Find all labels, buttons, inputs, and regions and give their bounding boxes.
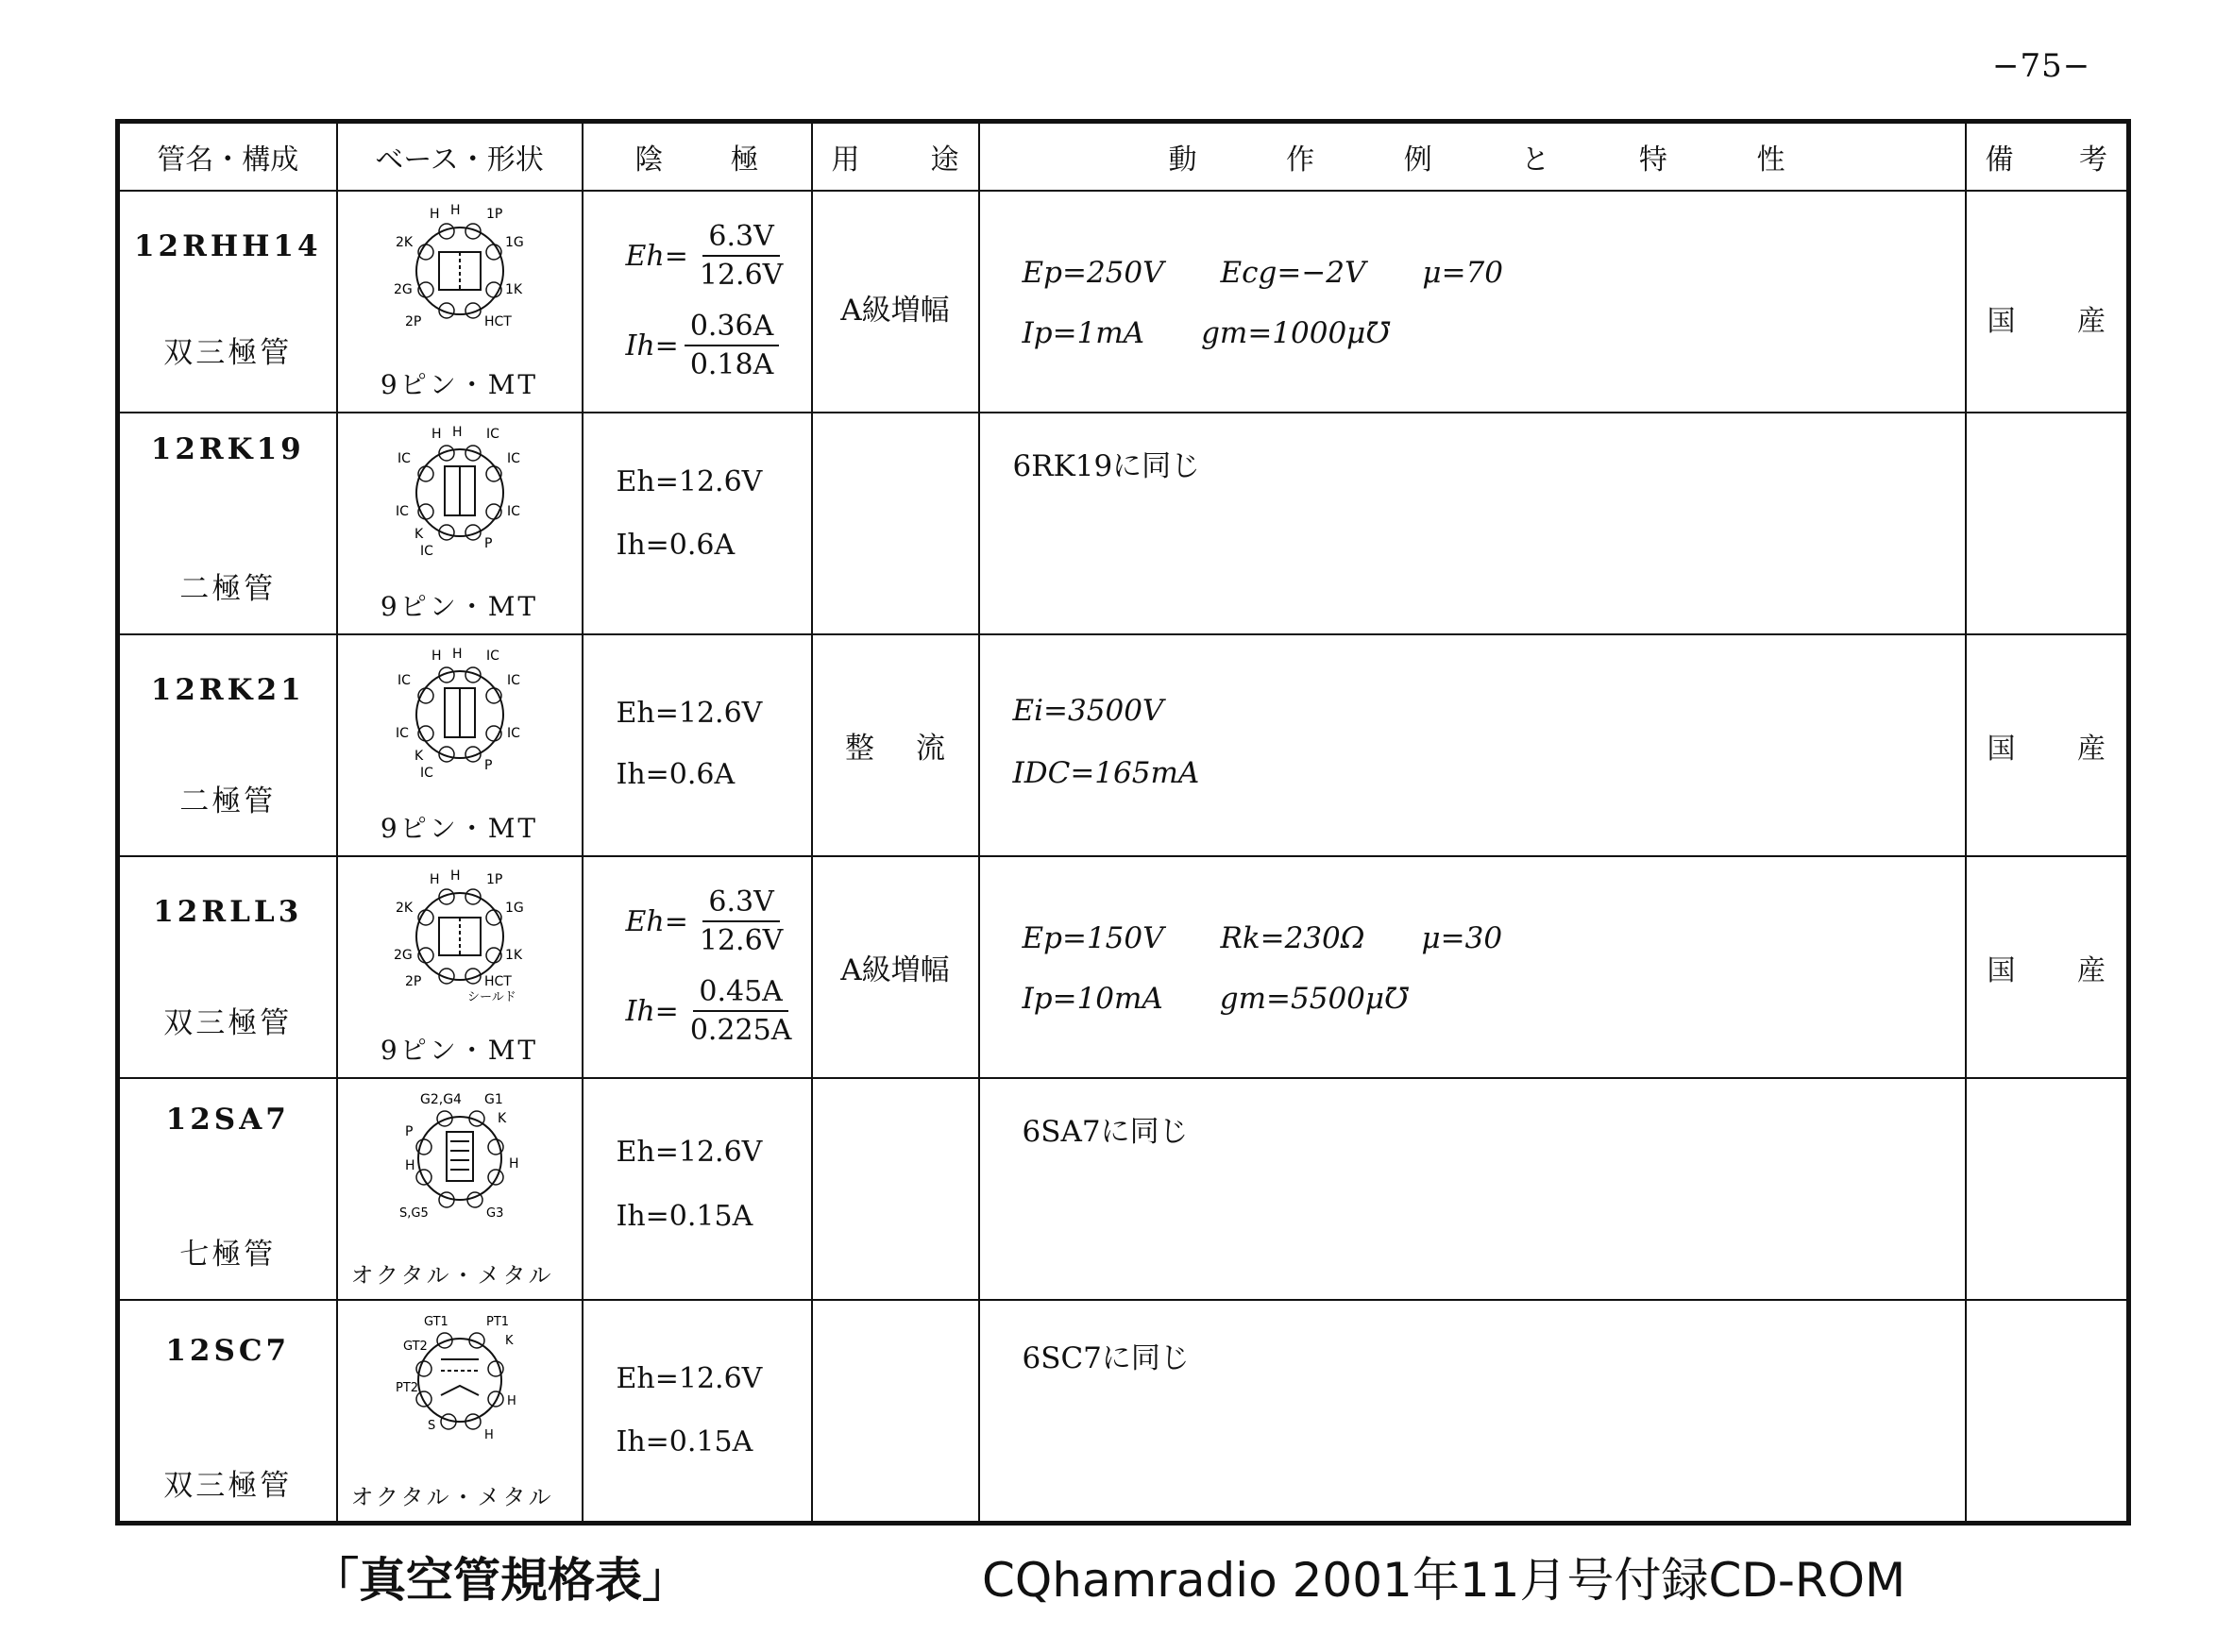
cathode-cell — [583, 413, 812, 634]
header-operation: 動 作 例 と 特 性 — [979, 122, 1966, 192]
pin-label: IC — [506, 726, 520, 741]
header-remarks: 備 考 — [1966, 122, 2129, 192]
remark-text — [1967, 413, 2127, 633]
heater-voltage: Eh=12.6V — [616, 697, 763, 730]
base-cell — [337, 634, 583, 856]
table-row — [118, 856, 2129, 1078]
pin-label: H — [508, 1156, 519, 1172]
use-cell — [812, 1078, 979, 1300]
remark-text — [1967, 1079, 2127, 1299]
pin-label: IC — [485, 427, 499, 442]
remark-cell — [1966, 191, 2129, 413]
use-text — [813, 1301, 978, 1521]
operation-line: Ei=3500V — [1012, 694, 1164, 728]
pin-label: GT2 — [402, 1340, 428, 1354]
tube-type: 七極管 — [179, 1238, 277, 1272]
base-type: 9ピン・MT — [380, 369, 539, 400]
tube-code: 12SA7 — [165, 1103, 290, 1137]
pin-label: 2P — [404, 314, 421, 329]
pin-label: IC — [397, 451, 411, 466]
base-cell — [337, 191, 583, 413]
operation-cell — [979, 1078, 1966, 1300]
use-cell — [812, 191, 979, 413]
heater-voltage: Eh= $\frac{6.3V}{12.6V}$ — [625, 885, 784, 957]
operation-cell — [979, 1300, 1966, 1524]
use-text — [813, 413, 978, 633]
pin-label: 2P — [404, 974, 421, 989]
name-cell — [118, 856, 337, 1078]
pin-label: S,G5 — [398, 1206, 429, 1221]
heater-current: Ih=0.15A — [616, 1425, 753, 1458]
use-cell — [812, 1300, 979, 1524]
use-cell — [812, 856, 979, 1078]
pin-label: P — [483, 758, 492, 773]
operation-line: Ep=150V Rk=230Ω μ=30 — [1022, 921, 1503, 955]
heater-current: Ih=0.6A — [616, 758, 736, 791]
tube-type: 二極管 — [179, 784, 277, 818]
base-cell — [337, 1078, 583, 1300]
name-cell — [118, 191, 337, 413]
pin-label: 2G — [393, 948, 413, 963]
base-type: 9ピン・MT — [380, 1035, 539, 1066]
remark-cell — [1966, 856, 2129, 1078]
pin-label: H — [429, 207, 440, 222]
footer-source: CQhamradio 2001年11月号付録CD-ROM — [982, 1553, 1906, 1608]
tube-code: 12SC7 — [165, 1334, 291, 1368]
pin-label: HCT — [483, 974, 512, 989]
pin-label: G3 — [485, 1206, 503, 1221]
use-cell — [812, 413, 979, 634]
base-type: 9ピン・MT — [380, 591, 539, 622]
tube-code: 12RLL3 — [153, 895, 303, 929]
pin-label: シールド — [466, 990, 516, 1004]
name-cell — [118, 413, 337, 634]
pin-label: H — [506, 1394, 516, 1408]
operation-line: IDC=165mA — [1012, 756, 1200, 790]
pin-label: H — [431, 649, 442, 664]
use-text: A級増幅 — [840, 953, 950, 987]
tube-type: 双三極管 — [163, 1006, 293, 1040]
tube-type: 双三極管 — [163, 336, 293, 370]
table-row — [118, 413, 2129, 634]
operation-line: Ip=10mA gm=5500μ℧ — [1022, 982, 1409, 1016]
pin-label: K — [414, 749, 423, 764]
pin-label: IC — [395, 726, 409, 741]
heater-voltage: Eh=12.6V — [616, 1136, 763, 1169]
heater-voltage: Eh=12.6V — [616, 465, 763, 498]
header-base: ベース・形状 — [337, 122, 583, 192]
heater-voltage: Eh=12.6V — [616, 1362, 763, 1395]
use-text: A級増幅 — [840, 294, 950, 328]
remark-text — [1967, 1301, 2127, 1521]
pin-label: G1 — [483, 1092, 503, 1107]
base-cell — [337, 413, 583, 634]
pin-label: H — [404, 1158, 415, 1173]
pin-label: PT2 — [395, 1381, 418, 1395]
pin-label: K — [497, 1111, 506, 1126]
header-use: 用 途 — [812, 122, 979, 192]
table-row — [118, 634, 2129, 856]
pin-label: IC — [506, 451, 520, 466]
base-diagram-icon — [392, 1312, 528, 1448]
name-cell — [118, 1300, 337, 1524]
footer-title: 「真空管規格表」 — [312, 1553, 689, 1608]
pin-label: P — [404, 1124, 413, 1139]
pin-label: K — [414, 527, 423, 542]
pin-label: S — [427, 1419, 435, 1433]
base-cell — [337, 1300, 583, 1524]
remark-cell — [1966, 1078, 2129, 1300]
pin-label: H — [451, 425, 463, 440]
tube-spec-table — [115, 119, 2131, 1526]
operation-cell — [979, 191, 1966, 413]
pin-label: IC — [506, 673, 520, 688]
remark-cell — [1966, 413, 2129, 634]
pin-label: H — [449, 868, 461, 884]
base-diagram-icon — [392, 425, 528, 561]
table-row — [118, 1078, 2129, 1300]
header-cathode: 陰 極 — [583, 122, 812, 192]
base-cell — [337, 856, 583, 1078]
pin-label: PT1 — [485, 1315, 509, 1329]
operation-cell — [979, 634, 1966, 856]
operation-line: Ep=250V Ecg=−2V μ=70 — [1022, 256, 1503, 290]
heater-voltage: Eh= $\frac{6.3V}{12.6V}$ — [625, 220, 784, 292]
table-row — [118, 191, 2129, 413]
remark-cell — [1966, 1300, 2129, 1524]
pin-label: H — [483, 1428, 494, 1442]
heater-current: Ih=0.15A — [616, 1200, 753, 1233]
pin-label: 1K — [504, 948, 522, 963]
pin-label: GT1 — [423, 1315, 448, 1329]
remark-text: 国 産 — [1987, 732, 2106, 766]
remark-text: 国 産 — [1987, 953, 2106, 987]
heater-current: Ih= $\frac{0.36A}{0.18A}$ — [626, 310, 780, 381]
pin-label: H — [451, 647, 463, 662]
pin-label: HCT — [483, 314, 512, 329]
pin-label: H — [429, 872, 440, 887]
header-row — [118, 122, 2129, 192]
header-name: 管名・構成 — [118, 122, 337, 192]
cathode-cell — [583, 1078, 812, 1300]
pin-label: IC — [419, 766, 433, 781]
pin-label: IC — [419, 544, 433, 559]
cathode-cell — [583, 1300, 812, 1524]
name-cell — [118, 1078, 337, 1300]
pin-label: IC — [397, 673, 411, 688]
tube-type: 二極管 — [179, 572, 277, 606]
remark-text: 国 産 — [1987, 305, 2106, 338]
use-cell — [812, 634, 979, 856]
operation-line: 6RK19に同じ — [1012, 449, 1201, 483]
name-cell — [118, 634, 337, 856]
use-text — [813, 1079, 978, 1299]
base-type: 9ピン・MT — [380, 813, 539, 844]
pin-label: IC — [506, 504, 520, 519]
tube-code: 12RK19 — [150, 432, 305, 466]
operation-line: Ip=1mA gm=1000μ℧ — [1022, 316, 1391, 350]
pin-label: 1P — [485, 207, 502, 222]
base-diagram-icon — [392, 868, 528, 1004]
pin-label: G2,G4 — [419, 1092, 462, 1107]
pin-label: 2G — [393, 282, 413, 297]
pin-label: P — [483, 536, 492, 551]
cathode-cell — [583, 191, 812, 413]
base-diagram-icon — [392, 203, 528, 339]
heater-current: Ih= $\frac{0.45A}{0.225A}$ — [625, 975, 792, 1047]
tube-code: 12RHH14 — [133, 229, 322, 263]
pin-label: 2K — [395, 235, 413, 250]
pin-label: IC — [395, 504, 409, 519]
pin-label: IC — [485, 649, 499, 664]
table-row — [118, 1300, 2129, 1524]
tube-type: 双三極管 — [163, 1469, 293, 1503]
pin-label: 1K — [504, 282, 522, 297]
pin-label: 1G — [504, 901, 524, 916]
cathode-cell — [583, 634, 812, 856]
pin-label: H — [449, 203, 461, 218]
base-type: オクタル・メタル — [350, 1484, 554, 1510]
pin-label: 1G — [504, 235, 524, 250]
page-number: −75− — [1992, 47, 2091, 85]
operation-cell — [979, 413, 1966, 634]
remark-cell — [1966, 634, 2129, 856]
operation-line: 6SC7に同じ — [1022, 1341, 1190, 1375]
base-type: オクタル・メタル — [350, 1262, 554, 1289]
pin-label: K — [504, 1334, 514, 1348]
operation-cell — [979, 856, 1966, 1078]
operation-line: 6SA7に同じ — [1022, 1115, 1189, 1149]
pin-label: H — [431, 427, 442, 442]
pin-label: 2K — [395, 901, 413, 916]
base-diagram-icon — [392, 1090, 528, 1226]
heater-current: Ih=0.6A — [616, 529, 736, 562]
use-text: 整 流 — [845, 732, 945, 766]
cathode-cell — [583, 856, 812, 1078]
tube-code: 12RK21 — [150, 673, 305, 707]
pin-label: 1P — [485, 872, 502, 887]
base-diagram-icon — [392, 647, 528, 783]
